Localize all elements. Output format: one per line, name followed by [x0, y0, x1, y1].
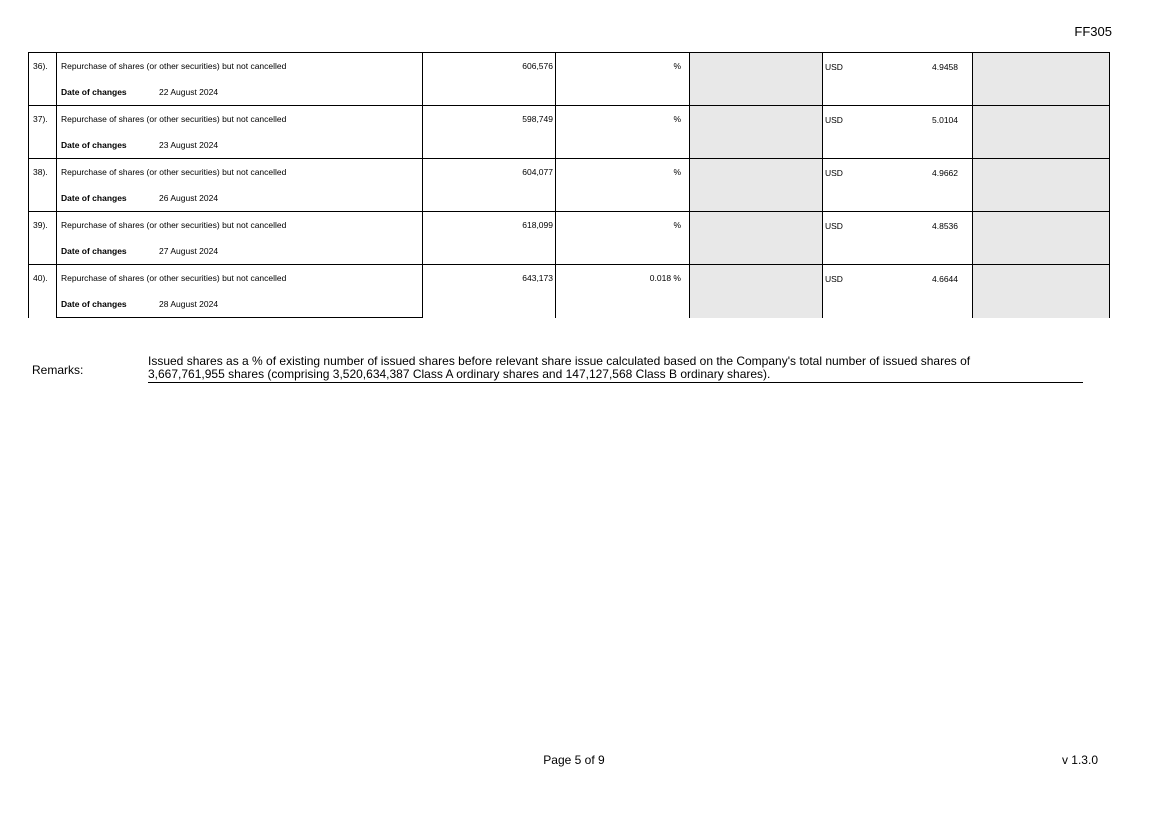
date-line	[57, 185, 423, 212]
price-value: 5.0104	[932, 115, 958, 125]
shares-cell	[423, 212, 556, 265]
currency-label: USD	[825, 168, 843, 178]
pct-value: 0.018 %	[649, 273, 681, 283]
date-value: 23 August 2024	[159, 140, 219, 150]
share-changes-table	[28, 52, 1110, 318]
form-code: FF305	[1074, 24, 1112, 39]
table-row	[29, 212, 1110, 239]
price-cell	[823, 106, 973, 159]
date-line	[57, 291, 423, 318]
currency-label: USD	[825, 115, 843, 125]
date-label: Date of changes	[61, 193, 127, 203]
row-number-text: 40).	[33, 273, 48, 283]
price-cell	[823, 265, 973, 318]
row-number	[29, 53, 57, 106]
date-value: 28 August 2024	[159, 299, 219, 309]
blank-grey-cell	[690, 106, 823, 159]
date-line	[57, 238, 423, 265]
shares-cell	[423, 265, 556, 318]
table-row	[29, 265, 1110, 292]
row-description: Repurchase of shares (or other securities) but not cancelled	[57, 159, 423, 186]
price-value: 4.6644	[932, 274, 958, 284]
table-row	[29, 106, 1110, 133]
currency-label: USD	[825, 221, 843, 231]
blank-grey-cell	[973, 212, 1110, 265]
blank-grey-cell	[973, 159, 1110, 212]
currency-label: USD	[825, 62, 843, 72]
row-number	[29, 212, 57, 265]
pct-cell	[556, 159, 690, 212]
pct-value: %	[673, 61, 681, 71]
table-row	[29, 159, 1110, 186]
date-value: 26 August 2024	[159, 193, 219, 203]
pct-value: %	[673, 114, 681, 124]
date-label: Date of changes	[61, 246, 127, 256]
shares-cell	[423, 159, 556, 212]
blank-grey-cell	[973, 53, 1110, 106]
pct-cell	[556, 265, 690, 318]
row-number-text: 38).	[33, 167, 48, 177]
price-value: 4.9662	[932, 168, 958, 178]
pct-cell	[556, 106, 690, 159]
date-label: Date of changes	[61, 87, 127, 97]
remarks-label: Remarks:	[32, 363, 84, 377]
shares-value: 606,576	[522, 61, 553, 71]
blank-grey-cell	[973, 106, 1110, 159]
remarks-line-1: Issued shares as a % of existing number of issued shares before relevant share issue calculated based on the Company's total number of issued shares of	[148, 354, 971, 368]
remarks-text	[148, 355, 1083, 383]
table-row	[29, 53, 1110, 80]
row-number-text: 37).	[33, 114, 48, 124]
row-number	[29, 265, 57, 318]
date-label: Date of changes	[61, 299, 127, 309]
shares-cell	[423, 53, 556, 106]
remarks-line-2: 3,667,761,955 shares (comprising 3,520,634,387 Class A ordinary shares and 147,127,568 Class B ordinary shares).	[148, 367, 771, 381]
price-cell	[823, 159, 973, 212]
price-value: 4.9458	[932, 62, 958, 72]
version-label: v 1.3.0	[1061, 753, 1098, 767]
price-cell	[823, 212, 973, 265]
currency-label: USD	[825, 274, 843, 284]
shares-value: 618,099	[522, 220, 553, 230]
shares-cell	[423, 106, 556, 159]
date-label: Date of changes	[61, 140, 127, 150]
row-description: Repurchase of shares (or other securities) but not cancelled	[57, 53, 423, 80]
pct-value: %	[673, 220, 681, 230]
row-description: Repurchase of shares (or other securities) but not cancelled	[57, 212, 423, 239]
pct-cell	[556, 53, 690, 106]
price-value: 4.8536	[932, 221, 958, 231]
date-value: 22 August 2024	[159, 87, 219, 97]
pct-value: %	[673, 167, 681, 177]
blank-grey-cell	[690, 53, 823, 106]
row-description: Repurchase of shares (or other securities) but not cancelled	[57, 265, 423, 292]
row-number-text: 36).	[33, 61, 48, 71]
date-line	[57, 132, 423, 159]
blank-grey-cell	[973, 265, 1110, 318]
shares-value: 643,173	[522, 273, 553, 283]
row-number	[29, 106, 57, 159]
shares-value: 598,749	[522, 114, 553, 124]
row-description: Repurchase of shares (or other securities) but not cancelled	[57, 106, 423, 133]
blank-grey-cell	[690, 212, 823, 265]
row-number-text: 39).	[33, 220, 48, 230]
blank-grey-cell	[690, 159, 823, 212]
page-number: Page 5 of 9	[543, 753, 605, 767]
row-number	[29, 159, 57, 212]
date-line	[57, 79, 423, 106]
date-value: 27 August 2024	[159, 246, 219, 256]
price-cell	[823, 53, 973, 106]
shares-value: 604,077	[522, 167, 553, 177]
pct-cell	[556, 212, 690, 265]
blank-grey-cell	[690, 265, 823, 318]
